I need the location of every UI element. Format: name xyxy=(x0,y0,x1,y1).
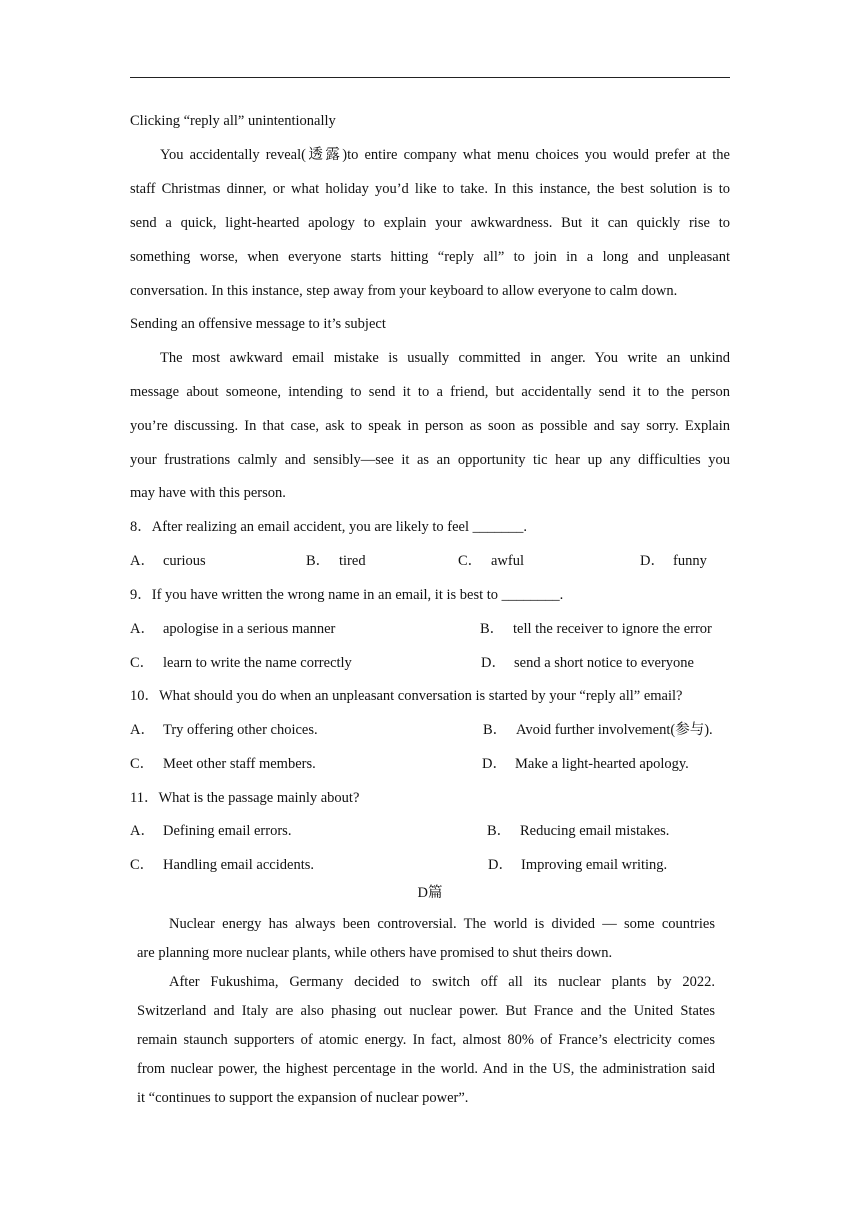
option-8b: B． tired xyxy=(306,553,366,569)
paragraph-line: are planning more nuclear plants, while others have promised to shut theirs down. xyxy=(137,945,613,961)
paragraph-line: something worse, when everyone starts hitting “reply all” to join in a long and unpleasant xyxy=(130,249,730,265)
section-d-title: D篇 xyxy=(417,885,443,901)
paragraph-line: from nuclear power, the highest percentage in the world. And in the US, the administration said xyxy=(137,1061,715,1077)
option-8c: C． awful xyxy=(458,553,525,569)
question-stem-10: 10．What should you do when an unpleasant conversation is started by your “reply all” email? xyxy=(130,688,683,704)
question-stem-8: 8．After realizing an email accident, you are likely to feel _______. xyxy=(130,519,527,535)
option-10a: A． Try offering other choices. xyxy=(130,722,318,738)
question-stem-11: 11．What is the passage mainly about? xyxy=(130,790,360,806)
subheading-offensive-message: Sending an offensive message to it’s subject xyxy=(130,316,386,332)
paragraph-line: you’re discussing. In that case, ask to speak in person as soon as possible and say sorry. Explain xyxy=(130,418,730,434)
paragraph-line: it “continues to support the expansion of nuclear power”. xyxy=(137,1090,469,1106)
option-9a: A． apologise in a serious manner xyxy=(130,621,336,637)
option-9d: D． send a short notice to everyone xyxy=(481,655,694,671)
question-stem-9: 9．If you have written the wrong name in an email, it is best to ________. xyxy=(130,587,564,603)
paragraph-line: your frustrations calmly and sensibly—see it as an opportunity tic hear up any difficulties you xyxy=(130,452,730,468)
option-11d: D． Improving email writing. xyxy=(488,857,668,873)
paragraph-line: may have with this person. xyxy=(130,485,286,501)
option-10b: B． Avoid further involvement(参与). xyxy=(483,722,713,738)
paragraph-line: conversation. In this instance, step away from your keyboard to allow everyone to calm down. xyxy=(130,283,678,299)
option-8d: D． funny xyxy=(640,553,707,569)
option-11c: C． Handling email accidents. xyxy=(130,857,314,873)
subheading-reply-all: Clicking “reply all” unintentionally xyxy=(130,113,336,129)
option-8a: A． curious xyxy=(130,553,206,569)
paragraph-line: staff Christmas dinner, or what holiday you’d like to take. In this instance, the best solution is to xyxy=(130,181,730,197)
option-10d: D． Make a light-hearted apology. xyxy=(482,756,689,772)
paragraph-line: You accidentally reveal(透露)to entire company what menu choices you would prefer at the xyxy=(160,147,730,163)
option-11a: A． Defining email errors. xyxy=(130,823,292,839)
option-10c: C． Meet other staff members. xyxy=(130,756,316,772)
paragraph-line: message about someone, intending to send it to a friend, but accidentally send it to the person xyxy=(130,384,730,400)
option-9b: B． tell the receiver to ignore the error xyxy=(480,621,712,637)
option-11b: B． Reducing email mistakes. xyxy=(487,823,670,839)
header-rule xyxy=(130,77,730,78)
paragraph-line: After Fukushima, Germany decided to switch off all its nuclear plants by 2022. xyxy=(169,974,715,990)
option-9c: C． learn to write the name correctly xyxy=(130,655,352,671)
paragraph-line: Switzerland and Italy are also phasing out nuclear power. But France and the United States xyxy=(137,1003,715,1019)
paragraph-line: send a quick, light-hearted apology to explain your awkwardness. But it can quickly rise to xyxy=(130,215,730,231)
paragraph-line: The most awkward email mistake is usually committed in anger. You write an unkind xyxy=(160,350,730,366)
paragraph-line: Nuclear energy has always been controversial. The world is divided — some countries xyxy=(169,916,715,932)
paragraph-line: remain staunch supporters of atomic energy. In fact, almost 80% of France’s electricity comes xyxy=(137,1032,715,1048)
